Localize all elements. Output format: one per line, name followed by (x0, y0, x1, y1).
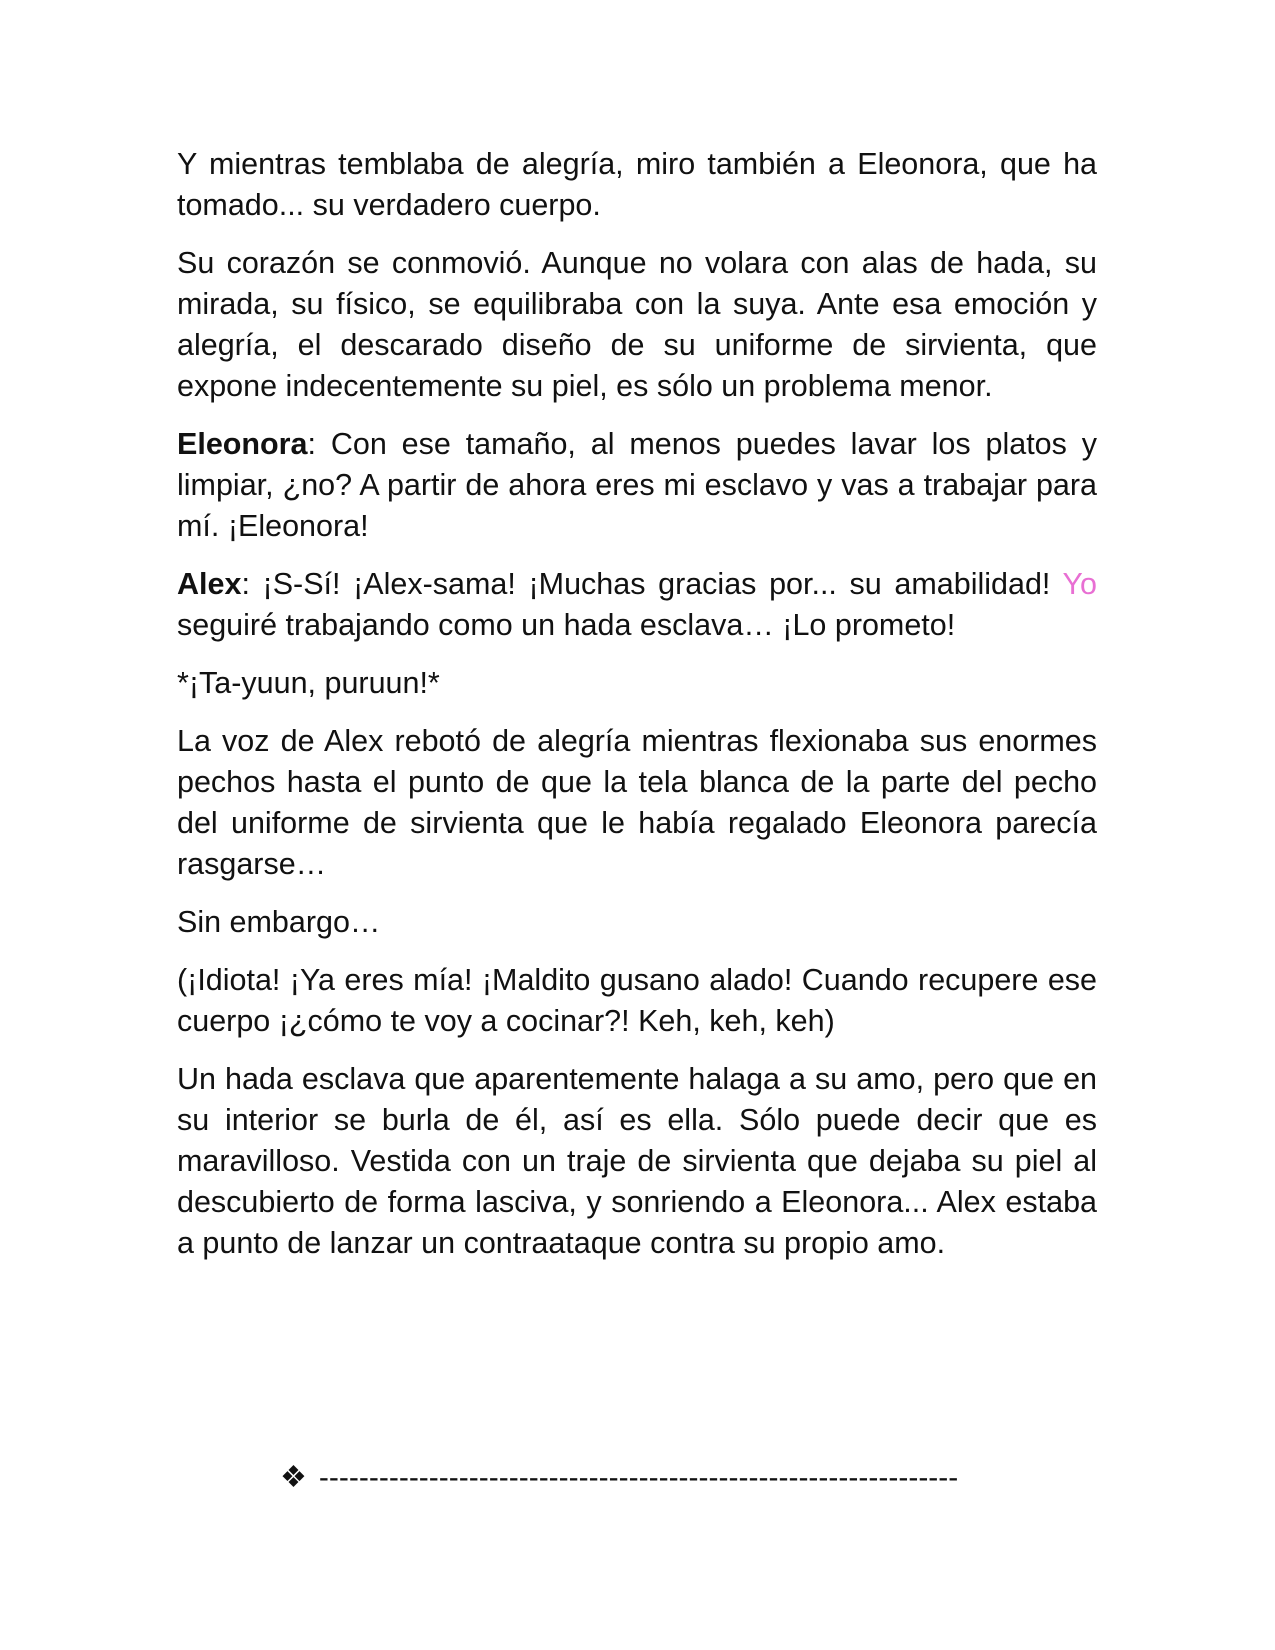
section-divider (280, 1457, 958, 1498)
paragraph-7: Sin embargo… (177, 905, 381, 939)
paragraph-9: Un hada esclava que aparentemente halaga a su amo, pero que en su interior se burla de él, así es ella. Sólo puede decir que es maravilloso. Vestida con un traje de sirvienta que dejaba su piel al descubierto de forma lasciva, y sonriendo a Eleonora... Alex estaba a punto de lanzar un contraataque contra su propio amo. (177, 1062, 1097, 1260)
dialogue-eleonora (177, 424, 1097, 547)
dialogue-text-part-2: seguiré trabajando como un hada esclava… ¡Lo prometo! (177, 608, 956, 642)
sound-effect: *¡Ta-yuun, puruun!* (177, 666, 440, 700)
inner-thought: (¡Idiota! ¡Ya eres mía! ¡Maldito gusano alado! Cuando recupere ese cuerpo ¡¿cómo te voy a cocinar?! Keh, keh, keh) (177, 963, 1097, 1038)
paragraph-1: Y mientras temblaba de alegría, miro también a Eleonora, que ha tomado... su verdadero cuerpo. (177, 147, 1097, 222)
speaker-name-eleonora: Eleonora (177, 427, 308, 461)
paragraph-2: Su corazón se conmovió. Aunque no volara con alas de hada, su mirada, su físico, se equilibraba con la suya. Ante esa emoción y alegría, el descarado diseño de su uniforme de sirvienta, que expone indecentemente su piel, es sólo un problema menor. (177, 246, 1097, 403)
document-body (177, 144, 1097, 1281)
dialogue-alex (177, 564, 1097, 646)
dialogue-text-part-1: : ¡S-Sí! ¡Alex-sama! ¡Muchas gracias por... su amabilidad! (241, 567, 1063, 601)
diamond-ornament-icon: ❖ (280, 1461, 307, 1494)
paragraph-6: La voz de Alex rebotó de alegría mientras flexionaba sus enormes pechos hasta el punto de que la tela blanca de la parte del pecho del uniforme de sirvienta que le había regalado Eleonora parecía rasgarse… (177, 724, 1097, 881)
speaker-name-alex: Alex (177, 567, 242, 601)
dialogue-text: : Con ese tamaño, al menos puedes lavar los platos y limpiar, ¿no? A partir de ahora eres mi esclavo y vas a trabajar para mí. ¡Eleonora! (177, 427, 1097, 543)
highlighted-word: Yo (1062, 567, 1097, 601)
divider-line: ---------------------------------------------------------------- (318, 1461, 959, 1494)
